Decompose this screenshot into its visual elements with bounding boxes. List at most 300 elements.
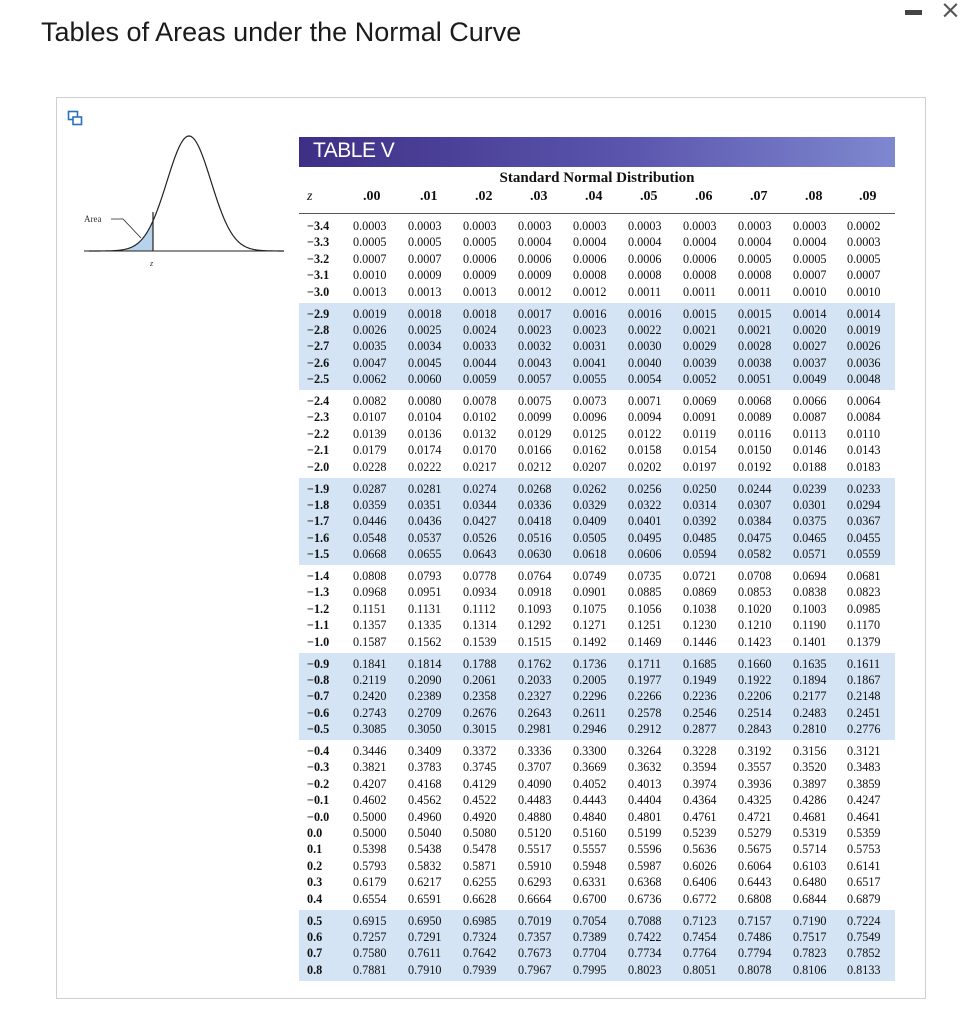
area-cell: 0.0008 xyxy=(628,268,662,283)
area-cell: 0.0136 xyxy=(408,426,442,441)
area-cell: 0.8051 xyxy=(683,962,717,977)
area-cell: 0.0559 xyxy=(847,547,881,562)
z-cell: −1.5 xyxy=(307,547,330,562)
area-cell: 0.3483 xyxy=(847,760,881,775)
area-cell: 0.0951 xyxy=(408,585,442,600)
area-cell: 0.7794 xyxy=(738,946,772,961)
area-cell: 0.3936 xyxy=(738,776,772,791)
area-cell: 0.4247 xyxy=(847,793,881,808)
area-cell: 0.5517 xyxy=(518,842,552,857)
table-row xyxy=(299,656,895,672)
area-cell: 0.2358 xyxy=(463,689,497,704)
z-cell: −1.0 xyxy=(307,634,330,649)
area-cell: 0.6026 xyxy=(683,858,717,873)
area-cell: 0.0212 xyxy=(518,459,552,474)
area-cell: 0.0005 xyxy=(408,235,442,250)
area-cell: 0.0183 xyxy=(847,459,881,474)
area-cell: 0.1131 xyxy=(408,601,442,616)
table-row xyxy=(299,513,895,529)
area-cell: 0.0122 xyxy=(628,426,662,441)
area-cell: 0.0059 xyxy=(463,372,497,387)
area-cell: 0.2090 xyxy=(408,672,442,687)
area-cell: 0.7549 xyxy=(847,929,881,944)
close-button[interactable]: × xyxy=(940,0,961,24)
area-cell: 0.0764 xyxy=(518,569,552,583)
area-cell: 0.0003 xyxy=(408,219,442,233)
area-cell: 0.0008 xyxy=(683,268,717,283)
area-cell: 0.0329 xyxy=(573,497,607,512)
area-cell: 0.0113 xyxy=(793,426,827,441)
table-row xyxy=(299,929,895,945)
table-row xyxy=(299,426,895,442)
area-cell: 0.1814 xyxy=(408,656,442,671)
area-cell: 0.4681 xyxy=(793,809,827,824)
z-cell: −3.3 xyxy=(307,235,330,250)
area-cell: 0.0016 xyxy=(628,306,662,321)
area-cell: 0.0158 xyxy=(628,443,662,458)
header-col: .07 xyxy=(750,189,768,204)
area-cell: 0.0256 xyxy=(628,481,662,496)
area-cell: 0.0043 xyxy=(518,355,552,370)
area-cell: 0.0192 xyxy=(738,459,772,474)
area-cell: 0.0003 xyxy=(793,219,827,233)
area-cell: 0.3821 xyxy=(353,760,387,775)
area-cell: 0.6554 xyxy=(353,891,387,906)
z-cell: 0.7 xyxy=(307,946,323,961)
area-cell: 0.4168 xyxy=(408,776,442,791)
area-cell: 0.7734 xyxy=(628,946,662,961)
area-cell: 0.6480 xyxy=(793,875,827,890)
area-cell: 0.0013 xyxy=(408,284,442,299)
z-cell: −2.9 xyxy=(307,306,330,321)
area-cell: 0.0307 xyxy=(738,497,772,512)
area-cell: 0.5120 xyxy=(518,826,552,840)
area-cell: 0.1335 xyxy=(408,618,442,633)
area-cell: 0.5987 xyxy=(628,858,662,873)
z-cell: −1.2 xyxy=(307,601,330,616)
area-cell: 0.0007 xyxy=(847,268,881,283)
area-cell: 0.6103 xyxy=(793,858,827,873)
area-cell: 0.0351 xyxy=(408,497,442,512)
header-col: .03 xyxy=(530,189,548,204)
area-cell: 0.7673 xyxy=(518,946,552,961)
table-body xyxy=(299,167,895,997)
area-cell: 0.5080 xyxy=(463,826,497,840)
area-cell: 0.5753 xyxy=(847,842,881,857)
z-label: z xyxy=(150,259,154,268)
area-cell: 0.5359 xyxy=(847,826,881,840)
area-cell: 0.0455 xyxy=(847,530,881,545)
area-cell: 0.0005 xyxy=(463,235,497,250)
table-banner-label: TABLE V xyxy=(313,139,395,162)
area-cell: 0.0244 xyxy=(738,481,772,496)
area-cell: 0.0008 xyxy=(573,268,607,283)
table-row xyxy=(299,568,895,584)
z-cell: −2.6 xyxy=(307,355,330,370)
z-cell: 0.6 xyxy=(307,929,323,944)
area-cell: 0.1112 xyxy=(463,601,496,616)
area-cell: 0.3050 xyxy=(408,722,442,737)
area-cell: 0.1867 xyxy=(847,672,881,687)
area-cell: 0.0026 xyxy=(847,339,881,354)
area-cell: 0.5714 xyxy=(793,842,827,857)
area-cell: 0.0427 xyxy=(463,514,497,529)
area-cell: 0.0150 xyxy=(738,443,772,458)
area-cell: 0.7291 xyxy=(408,929,442,944)
area-cell: 0.0197 xyxy=(683,459,717,474)
area-cell: 0.4920 xyxy=(463,809,497,824)
area-cell: 0.0475 xyxy=(738,530,772,545)
area-cell: 0.0630 xyxy=(518,547,552,562)
bell-curve-line xyxy=(89,136,284,251)
z-cell: −0.2 xyxy=(307,776,330,791)
area-cell: 0.1977 xyxy=(628,672,662,687)
area-cell: 0.6368 xyxy=(628,875,662,890)
area-cell: 0.3897 xyxy=(793,776,827,791)
area-cell: 0.2611 xyxy=(573,705,607,720)
area-cell: 0.2843 xyxy=(738,722,772,737)
area-cell: 0.0015 xyxy=(738,306,772,321)
area-cell: 0.1170 xyxy=(847,618,881,633)
area-cell: 0.0014 xyxy=(793,306,827,321)
area-cell: 0.0162 xyxy=(573,443,607,458)
z-cell: −0.1 xyxy=(307,793,330,808)
normal-table xyxy=(299,137,895,997)
area-cell: 0.0003 xyxy=(738,219,772,233)
area-cell: 0.0170 xyxy=(463,443,497,458)
table-row xyxy=(299,891,895,907)
area-cell: 0.8078 xyxy=(738,962,772,977)
area-cell: 0.0096 xyxy=(573,410,607,425)
area-cell: 0.2119 xyxy=(353,672,387,687)
area-cell: 0.7422 xyxy=(628,929,662,944)
area-cell: 0.0068 xyxy=(738,394,772,408)
area-cell: 0.0869 xyxy=(683,585,717,600)
area-cell: 0.1020 xyxy=(738,601,772,616)
area-cell: 0.3446 xyxy=(353,744,387,758)
area-cell: 0.0606 xyxy=(628,547,662,562)
area-cell: 0.0655 xyxy=(408,547,442,562)
area-cell: 0.0020 xyxy=(793,322,827,337)
area-cell: 0.3015 xyxy=(463,722,497,737)
area-cell: 0.2327 xyxy=(518,689,552,704)
area-cell: 0.0268 xyxy=(518,481,552,496)
copy-icon[interactable] xyxy=(67,110,83,126)
area-cell: 0.5040 xyxy=(408,826,442,840)
area-cell: 0.0004 xyxy=(518,235,552,250)
area-cell: 0.3372 xyxy=(463,744,497,758)
area-cell: 0.4840 xyxy=(573,809,607,824)
table-row xyxy=(299,776,895,792)
area-cell: 0.1379 xyxy=(847,634,881,649)
area-cell: 0.0344 xyxy=(463,497,497,512)
area-cell: 0.7190 xyxy=(793,913,827,928)
z-cell: −0.3 xyxy=(307,760,330,775)
area-cell: 0.0091 xyxy=(683,410,717,425)
area-cell: 0.0116 xyxy=(738,426,772,441)
area-cell: 0.0051 xyxy=(738,372,772,387)
area-cell: 0.3745 xyxy=(463,760,497,775)
area-cell: 0.0392 xyxy=(683,514,717,529)
table-row xyxy=(299,634,895,650)
z-cell: −2.5 xyxy=(307,372,330,387)
z-cell: −3.0 xyxy=(307,284,330,299)
header-col: .09 xyxy=(859,189,877,204)
z-cell: 0.5 xyxy=(307,913,323,928)
area-cell: 0.0110 xyxy=(847,426,881,441)
area-cell: 0.1611 xyxy=(847,656,881,671)
area-cell: 0.4364 xyxy=(683,793,717,808)
area-cell: 0.5279 xyxy=(738,826,772,840)
table-row xyxy=(299,481,895,497)
row-group xyxy=(299,390,895,478)
area-cell: 0.3121 xyxy=(847,744,881,758)
area-cell: 0.5000 xyxy=(353,809,387,824)
z-cell: −3.1 xyxy=(307,268,330,283)
area-cell: 0.5239 xyxy=(683,826,717,840)
table-row xyxy=(299,874,895,890)
area-cell: 0.0007 xyxy=(408,251,442,266)
area-cell: 0.8133 xyxy=(847,962,881,977)
area-cell: 0.0143 xyxy=(847,443,881,458)
area-cell: 0.4325 xyxy=(738,793,772,808)
area-cell: 0.0018 xyxy=(463,306,497,321)
area-cell: 0.0516 xyxy=(518,530,552,545)
area-cell: 0.1562 xyxy=(408,634,442,649)
content-panel xyxy=(56,97,926,999)
area-cell: 0.3264 xyxy=(628,744,662,758)
z-cell: 0.2 xyxy=(307,858,323,873)
area-cell: 0.0146 xyxy=(793,443,827,458)
area-cell: 0.1515 xyxy=(518,634,552,649)
table-row xyxy=(299,858,895,874)
area-cell: 0.4801 xyxy=(628,809,662,824)
area-cell: 0.0446 xyxy=(353,514,387,529)
z-cell: 0.3 xyxy=(307,875,323,890)
area-cell: 0.0367 xyxy=(847,514,881,529)
z-cell: 0.8 xyxy=(307,962,323,977)
area-cell: 0.1056 xyxy=(628,601,662,616)
area-cell: 0.7324 xyxy=(463,929,497,944)
area-cell: 0.1539 xyxy=(463,634,497,649)
area-cell: 0.0087 xyxy=(793,410,827,425)
area-cell: 0.0034 xyxy=(408,339,442,354)
area-cell: 0.1357 xyxy=(353,618,387,633)
area-cell: 0.3859 xyxy=(847,776,881,791)
area-cell: 0.5478 xyxy=(463,842,497,857)
area-cell: 0.2709 xyxy=(408,705,442,720)
area-cell: 0.1711 xyxy=(628,656,662,671)
area-cell: 0.3085 xyxy=(353,722,387,737)
area-cell: 0.0027 xyxy=(793,339,827,354)
z-cell: −0.8 xyxy=(307,672,330,687)
area-cell: 0.0011 xyxy=(628,284,662,299)
area-cell: 0.1038 xyxy=(683,601,717,616)
area-cell: 0.0022 xyxy=(628,322,662,337)
area-cell: 0.0505 xyxy=(573,530,607,545)
area-cell: 0.0681 xyxy=(847,569,881,583)
area-cell: 0.0015 xyxy=(683,306,717,321)
table-row xyxy=(299,825,895,841)
area-cell: 0.0003 xyxy=(683,219,717,233)
area-cell: 0.0009 xyxy=(408,268,442,283)
area-cell: 0.0179 xyxy=(353,443,387,458)
area-cell: 0.0014 xyxy=(847,306,881,321)
area-cell: 0.0010 xyxy=(847,284,881,299)
area-cell: 0.3557 xyxy=(738,760,772,775)
area-cell: 0.0099 xyxy=(518,410,552,425)
area-cell: 0.6406 xyxy=(683,875,717,890)
area-cell: 0.0066 xyxy=(793,394,827,408)
area-cell: 0.0749 xyxy=(573,569,607,583)
area-cell: 0.0294 xyxy=(847,497,881,512)
area-cell: 0.0262 xyxy=(573,481,607,496)
z-cell: −1.1 xyxy=(307,618,330,633)
area-cell: 0.4761 xyxy=(683,809,717,824)
row-group xyxy=(299,565,895,653)
area-cell: 0.0005 xyxy=(738,251,772,266)
table-row xyxy=(299,371,895,387)
area-cell: 0.7454 xyxy=(683,929,717,944)
area-cell: 0.0082 xyxy=(353,394,387,408)
page-title: Tables of Areas under the Normal Curve xyxy=(41,17,522,47)
area-cell: 0.0401 xyxy=(628,514,662,529)
area-cell: 0.1469 xyxy=(628,634,662,649)
area-cell: 0.0968 xyxy=(353,585,387,600)
area-cell: 0.1762 xyxy=(518,656,552,671)
minimize-button[interactable] xyxy=(903,0,927,24)
area-cell: 0.1660 xyxy=(738,656,772,671)
area-cell: 0.0009 xyxy=(463,268,497,283)
area-cell: 0.0062 xyxy=(353,372,387,387)
area-cell: 0.0017 xyxy=(518,306,552,321)
area-cell: 0.1841 xyxy=(353,656,387,671)
area-cell: 0.0073 xyxy=(573,394,607,408)
area-cell: 0.0008 xyxy=(738,268,772,283)
table-row xyxy=(299,546,895,562)
area-cell: 0.5596 xyxy=(628,842,662,857)
table-row xyxy=(299,705,895,721)
table-row xyxy=(299,792,895,808)
area-cell: 0.4641 xyxy=(847,809,881,824)
area-cell: 0.0132 xyxy=(463,426,497,441)
table-row xyxy=(299,393,895,409)
area-cell: 0.6736 xyxy=(628,891,662,906)
area-cell: 0.6331 xyxy=(573,875,607,890)
area-cell: 0.0026 xyxy=(353,322,387,337)
area-cell: 0.0985 xyxy=(847,601,881,616)
area-cell: 0.2296 xyxy=(573,689,607,704)
area-cell: 0.3974 xyxy=(683,776,717,791)
area-cell: 0.7611 xyxy=(408,946,442,961)
area-cell: 0.0582 xyxy=(738,547,772,562)
area-cell: 0.0838 xyxy=(793,585,827,600)
z-cell: −2.8 xyxy=(307,322,330,337)
area-cell: 0.0129 xyxy=(518,426,552,441)
area-cell: 0.0465 xyxy=(793,530,827,545)
area-cell: 0.0166 xyxy=(518,443,552,458)
area-cell: 0.6517 xyxy=(847,875,881,890)
area-cell: 0.0202 xyxy=(628,459,662,474)
area-cell: 0.0021 xyxy=(738,322,772,337)
area-cell: 0.0314 xyxy=(683,497,717,512)
area-cell: 0.2546 xyxy=(683,705,717,720)
area-cell: 0.7852 xyxy=(847,946,881,961)
area-label: Area xyxy=(84,214,102,224)
area-cell: 0.0021 xyxy=(683,322,717,337)
area-cell: 0.0885 xyxy=(628,585,662,600)
table-row xyxy=(299,459,895,475)
area-cell: 0.0049 xyxy=(793,372,827,387)
area-cell: 0.0012 xyxy=(518,284,552,299)
area-cell: 0.3520 xyxy=(793,760,827,775)
table-row xyxy=(299,672,895,688)
area-cell: 0.0808 xyxy=(353,569,387,583)
table-row xyxy=(299,841,895,857)
area-cell: 0.0708 xyxy=(738,569,772,583)
area-cell: 0.0089 xyxy=(738,410,772,425)
area-cell: 0.2810 xyxy=(793,722,827,737)
area-cell: 0.8106 xyxy=(793,962,827,977)
table-row xyxy=(299,688,895,704)
z-cell: −2.2 xyxy=(307,426,330,441)
area-cell: 0.1251 xyxy=(628,618,662,633)
area-cell: 0.0060 xyxy=(408,372,442,387)
area-cell: 0.0853 xyxy=(738,585,772,600)
table-row xyxy=(299,809,895,825)
table-row xyxy=(299,355,895,371)
area-cell: 0.0007 xyxy=(793,268,827,283)
area-cell: 0.7224 xyxy=(847,913,881,928)
area-cell: 0.4483 xyxy=(518,793,552,808)
area-cell: 0.5199 xyxy=(628,826,662,840)
header-col: .02 xyxy=(475,189,493,204)
area-cell: 0.0005 xyxy=(847,251,881,266)
area-cell: 0.1423 xyxy=(738,634,772,649)
area-cell: 0.0007 xyxy=(353,251,387,266)
area-cell: 0.3594 xyxy=(683,760,717,775)
area-cell: 0.3300 xyxy=(573,744,607,758)
area-cell: 0.4721 xyxy=(738,809,772,824)
z-cell: −0.4 xyxy=(307,744,330,758)
table-row xyxy=(299,322,895,338)
area-cell: 0.1093 xyxy=(518,601,552,616)
area-cell: 0.3156 xyxy=(793,744,827,758)
area-cell: 0.0045 xyxy=(408,355,442,370)
area-cell: 0.0436 xyxy=(408,514,442,529)
area-cell: 0.4090 xyxy=(518,776,552,791)
area-cell: 0.4129 xyxy=(463,776,497,791)
area-cell: 0.4052 xyxy=(573,776,607,791)
area-cell: 0.0016 xyxy=(573,306,607,321)
area-cell: 0.7019 xyxy=(518,913,552,928)
area-cell: 0.1922 xyxy=(738,672,772,687)
header-col: .08 xyxy=(805,189,823,204)
area-cell: 0.4960 xyxy=(408,809,442,824)
area-cell: 0.0006 xyxy=(573,251,607,266)
area-cell: 0.0010 xyxy=(353,268,387,283)
area-cell: 0.0228 xyxy=(353,459,387,474)
z-cell: −1.3 xyxy=(307,585,330,600)
z-cell: −2.7 xyxy=(307,339,330,354)
area-cell: 0.5636 xyxy=(683,842,717,857)
area-cell: 0.2578 xyxy=(628,705,662,720)
area-cell: 0.1685 xyxy=(683,656,717,671)
area-cell: 0.0668 xyxy=(353,547,387,562)
area-cell: 0.7881 xyxy=(353,962,387,977)
z-cell: −2.4 xyxy=(307,394,330,408)
area-cell: 0.0019 xyxy=(847,322,881,337)
